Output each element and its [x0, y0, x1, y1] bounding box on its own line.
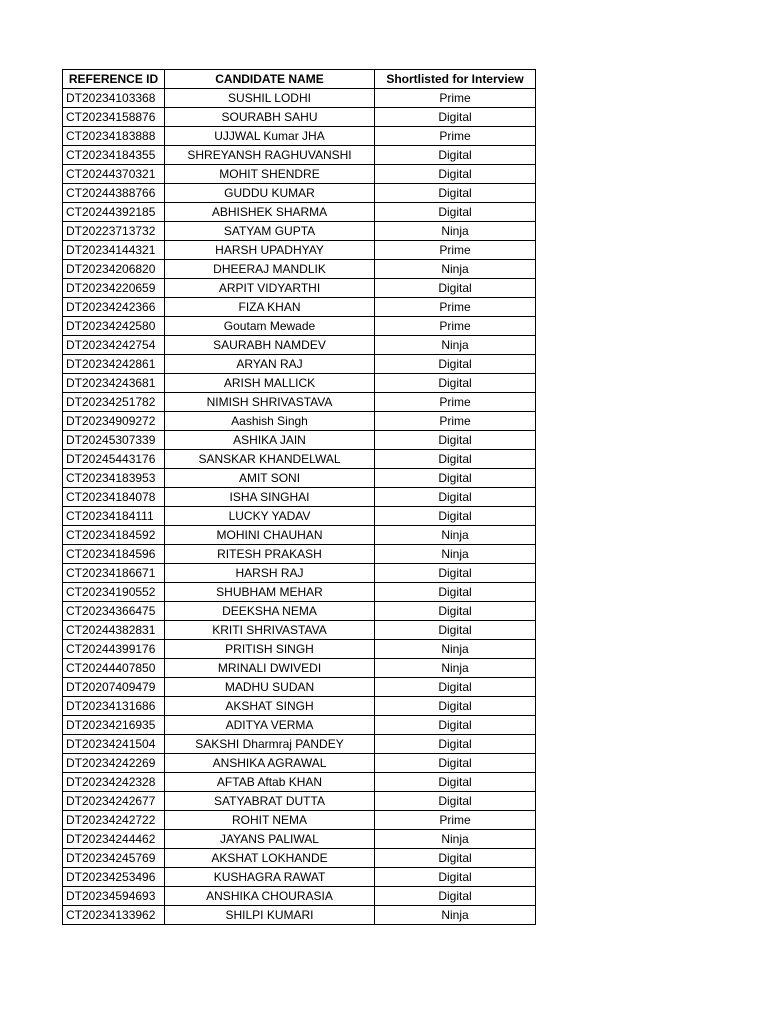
- table-row: [63, 811, 536, 830]
- reference-id-cell: DT20234242366: [63, 298, 165, 317]
- shortlisted-cell: Digital: [375, 868, 536, 887]
- shortlisted-cell: Ninja: [375, 830, 536, 849]
- reference-id-header: REFERENCE ID: [63, 70, 165, 89]
- candidate-name-cell: AMIT SONI: [165, 469, 375, 488]
- table-row: [63, 222, 536, 241]
- candidate-name-cell: FIZA KHAN: [165, 298, 375, 317]
- candidate-name-cell: HARSH RAJ: [165, 564, 375, 583]
- table-row: [63, 773, 536, 792]
- table-row: [63, 393, 536, 412]
- candidate-name-header: CANDIDATE NAME: [165, 70, 375, 89]
- shortlisted-cell: Digital: [375, 431, 536, 450]
- reference-id-cell: CT20234158876: [63, 108, 165, 127]
- shortlisted-cell: Ninja: [375, 659, 536, 678]
- table-row: [63, 260, 536, 279]
- shortlisted-cell: Ninja: [375, 640, 536, 659]
- reference-id-cell: DT20245307339: [63, 431, 165, 450]
- candidate-name-cell: HARSH UPADHYAY: [165, 241, 375, 260]
- table-row: [63, 450, 536, 469]
- candidate-name-cell: SATYABRAT DUTTA: [165, 792, 375, 811]
- candidate-name-cell: ADITYA VERMA: [165, 716, 375, 735]
- candidate-name-cell: SUSHIL LODHI: [165, 89, 375, 108]
- table-row: [63, 488, 536, 507]
- table-row: [63, 469, 536, 488]
- shortlisted-cell: Ninja: [375, 545, 536, 564]
- reference-id-cell: CT20234183888: [63, 127, 165, 146]
- shortlisted-cell: Digital: [375, 754, 536, 773]
- candidate-name-cell: ANSHIKA AGRAWAL: [165, 754, 375, 773]
- table-row: [63, 146, 536, 165]
- candidate-name-cell: MOHINI CHAUHAN: [165, 526, 375, 545]
- candidate-name-cell: ASHIKA JAIN: [165, 431, 375, 450]
- reference-id-cell: CT20234186671: [63, 564, 165, 583]
- reference-id-cell: DT20234220659: [63, 279, 165, 298]
- reference-id-cell: DT20234216935: [63, 716, 165, 735]
- candidate-name-cell: MOHIT SHENDRE: [165, 165, 375, 184]
- shortlisted-cell: Digital: [375, 507, 536, 526]
- table-row: [63, 298, 536, 317]
- shortlisted-cell: Digital: [375, 108, 536, 127]
- table-row: [63, 659, 536, 678]
- shortlisted-cell: Ninja: [375, 260, 536, 279]
- shortlisted-cell: Digital: [375, 203, 536, 222]
- table-row: [63, 241, 536, 260]
- table-row: [63, 545, 536, 564]
- reference-id-cell: CT20234183953: [63, 469, 165, 488]
- shortlisted-cell: Digital: [375, 450, 536, 469]
- table-row: [63, 203, 536, 222]
- reference-id-cell: DT20245443176: [63, 450, 165, 469]
- header-row: [63, 70, 536, 89]
- candidate-name-cell: AKSHAT SINGH: [165, 697, 375, 716]
- shortlisted-cell: Digital: [375, 279, 536, 298]
- reference-id-cell: DT20234243681: [63, 374, 165, 393]
- reference-id-cell: DT20234909272: [63, 412, 165, 431]
- table-row: [63, 583, 536, 602]
- reference-id-cell: DT20234242722: [63, 811, 165, 830]
- shortlisted-cell: Prime: [375, 127, 536, 146]
- shortlisted-cell: Digital: [375, 887, 536, 906]
- shortlisted-cell: Digital: [375, 678, 536, 697]
- table-row: [63, 716, 536, 735]
- shortlisted-cell: Prime: [375, 811, 536, 830]
- candidate-name-cell: LUCKY YADAV: [165, 507, 375, 526]
- shortlisted-cell: Prime: [375, 393, 536, 412]
- reference-id-cell: DT20234103368: [63, 89, 165, 108]
- reference-id-cell: DT20234241504: [63, 735, 165, 754]
- reference-id-cell: DT20234131686: [63, 697, 165, 716]
- table-row: [63, 697, 536, 716]
- reference-id-cell: DT20234242328: [63, 773, 165, 792]
- shortlisted-cell: Digital: [375, 165, 536, 184]
- table-body: [63, 89, 536, 925]
- table-row: [63, 849, 536, 868]
- shortlisted-cell: Digital: [375, 602, 536, 621]
- shortlisted-cell: Digital: [375, 564, 536, 583]
- candidate-name-cell: SAKSHI Dharmraj PANDEY: [165, 735, 375, 754]
- reference-id-cell: CT20234184111: [63, 507, 165, 526]
- candidate-name-cell: ABHISHEK SHARMA: [165, 203, 375, 222]
- reference-id-cell: DT20234242754: [63, 336, 165, 355]
- candidate-name-cell: ARYAN RAJ: [165, 355, 375, 374]
- shortlisted-cell: Ninja: [375, 222, 536, 241]
- candidate-name-cell: AFTAB Aftab KHAN: [165, 773, 375, 792]
- table-row: [63, 640, 536, 659]
- shortlisted-cell: Digital: [375, 849, 536, 868]
- candidate-name-cell: GUDDU KUMAR: [165, 184, 375, 203]
- candidate-name-cell: NIMISH SHRIVASTAVA: [165, 393, 375, 412]
- table-row: [63, 868, 536, 887]
- table-header: [63, 70, 536, 89]
- table-row: [63, 526, 536, 545]
- table-row: [63, 564, 536, 583]
- candidate-name-cell: KUSHAGRA RAWAT: [165, 868, 375, 887]
- reference-id-cell: CT20244370321: [63, 165, 165, 184]
- table-row: [63, 89, 536, 108]
- shortlisted-cell: Digital: [375, 184, 536, 203]
- table-row: [63, 754, 536, 773]
- table-row: [63, 355, 536, 374]
- reference-id-cell: DT20234253496: [63, 868, 165, 887]
- reference-id-cell: DT20234245769: [63, 849, 165, 868]
- table-row: [63, 374, 536, 393]
- reference-id-cell: CT20234184592: [63, 526, 165, 545]
- table-row: [63, 792, 536, 811]
- shortlisted-cell: Digital: [375, 583, 536, 602]
- reference-id-cell: DT20234244462: [63, 830, 165, 849]
- table-row: [63, 108, 536, 127]
- shortlisted-cell: Digital: [375, 355, 536, 374]
- table-row: [63, 887, 536, 906]
- shortlisted-cell: Prime: [375, 412, 536, 431]
- reference-id-cell: DT20223713732: [63, 222, 165, 241]
- candidate-name-cell: SHILPI KUMARI: [165, 906, 375, 925]
- shortlisted-cell: Prime: [375, 317, 536, 336]
- candidate-name-cell: ROHIT NEMA: [165, 811, 375, 830]
- candidate-name-cell: SHREYANSH RAGHUVANSHI: [165, 146, 375, 165]
- reference-id-cell: CT20234366475: [63, 602, 165, 621]
- table-row: [63, 906, 536, 925]
- candidate-name-cell: SHUBHAM MEHAR: [165, 583, 375, 602]
- reference-id-cell: DT20234594693: [63, 887, 165, 906]
- table-row: [63, 830, 536, 849]
- shortlisted-cell: Ninja: [375, 526, 536, 545]
- shortlisted-cell: Digital: [375, 697, 536, 716]
- document-page: [62, 69, 536, 925]
- reference-id-cell: DT20234206820: [63, 260, 165, 279]
- candidate-name-cell: Aashish Singh: [165, 412, 375, 431]
- shortlisted-cell: Digital: [375, 621, 536, 640]
- reference-id-cell: CT20244382831: [63, 621, 165, 640]
- reference-id-cell: CT20234133962: [63, 906, 165, 925]
- table-row: [63, 336, 536, 355]
- reference-id-cell: DT20234242861: [63, 355, 165, 374]
- candidate-name-cell: DEEKSHA NEMA: [165, 602, 375, 621]
- table-row: [63, 127, 536, 146]
- shortlisted-cell: Digital: [375, 735, 536, 754]
- candidate-name-cell: ANSHIKA CHOURASIA: [165, 887, 375, 906]
- reference-id-cell: DT20234251782: [63, 393, 165, 412]
- reference-id-cell: CT20234184078: [63, 488, 165, 507]
- candidate-name-cell: SATYAM GUPTA: [165, 222, 375, 241]
- candidate-name-cell: SOURABH SAHU: [165, 108, 375, 127]
- table-row: [63, 678, 536, 697]
- table-row: [63, 317, 536, 336]
- shortlisted-cell: Ninja: [375, 336, 536, 355]
- table-row: [63, 184, 536, 203]
- reference-id-cell: DT20207409479: [63, 678, 165, 697]
- candidate-name-cell: ARISH MALLICK: [165, 374, 375, 393]
- table-row: [63, 602, 536, 621]
- shortlisted-cell: Digital: [375, 773, 536, 792]
- candidate-name-cell: DHEERAJ MANDLIK: [165, 260, 375, 279]
- shortlist-table: [62, 69, 536, 925]
- table-row: [63, 621, 536, 640]
- reference-id-cell: CT20234190552: [63, 583, 165, 602]
- table-row: [63, 735, 536, 754]
- shortlisted-cell: Prime: [375, 241, 536, 260]
- candidate-name-cell: PRITISH SINGH: [165, 640, 375, 659]
- reference-id-cell: DT20234242580: [63, 317, 165, 336]
- candidate-name-cell: KRITI SHRIVASTAVA: [165, 621, 375, 640]
- shortlisted-cell: Digital: [375, 792, 536, 811]
- shortlisted-cell: Prime: [375, 298, 536, 317]
- candidate-name-cell: UJJWAL Kumar JHA: [165, 127, 375, 146]
- candidate-name-cell: MADHU SUDAN: [165, 678, 375, 697]
- shortlisted-cell: Digital: [375, 488, 536, 507]
- reference-id-cell: CT20244392185: [63, 203, 165, 222]
- shortlisted-cell: Ninja: [375, 906, 536, 925]
- shortlisted-header: Shortlisted for Interview: [375, 70, 536, 89]
- reference-id-cell: DT20234144321: [63, 241, 165, 260]
- candidate-name-cell: MRINALI DWIVEDI: [165, 659, 375, 678]
- table-row: [63, 279, 536, 298]
- shortlisted-cell: Digital: [375, 146, 536, 165]
- candidate-name-cell: RITESH PRAKASH: [165, 545, 375, 564]
- reference-id-cell: DT20234242677: [63, 792, 165, 811]
- table-row: [63, 431, 536, 450]
- shortlisted-cell: Digital: [375, 374, 536, 393]
- candidate-name-cell: JAYANS PALIWAL: [165, 830, 375, 849]
- candidate-name-cell: Goutam Mewade: [165, 317, 375, 336]
- candidate-name-cell: SANSKAR KHANDELWAL: [165, 450, 375, 469]
- reference-id-cell: CT20234184596: [63, 545, 165, 564]
- candidate-name-cell: SAURABH NAMDEV: [165, 336, 375, 355]
- table-row: [63, 412, 536, 431]
- table-row: [63, 165, 536, 184]
- table-row: [63, 507, 536, 526]
- reference-id-cell: CT20244388766: [63, 184, 165, 203]
- shortlisted-cell: Digital: [375, 469, 536, 488]
- shortlisted-cell: Prime: [375, 89, 536, 108]
- candidate-name-cell: ISHA SINGHAI: [165, 488, 375, 507]
- reference-id-cell: CT20244407850: [63, 659, 165, 678]
- candidate-name-cell: ARPIT VIDYARTHI: [165, 279, 375, 298]
- reference-id-cell: CT20234184355: [63, 146, 165, 165]
- shortlisted-cell: Digital: [375, 716, 536, 735]
- reference-id-cell: DT20234242269: [63, 754, 165, 773]
- candidate-name-cell: AKSHAT LOKHANDE: [165, 849, 375, 868]
- reference-id-cell: CT20244399176: [63, 640, 165, 659]
